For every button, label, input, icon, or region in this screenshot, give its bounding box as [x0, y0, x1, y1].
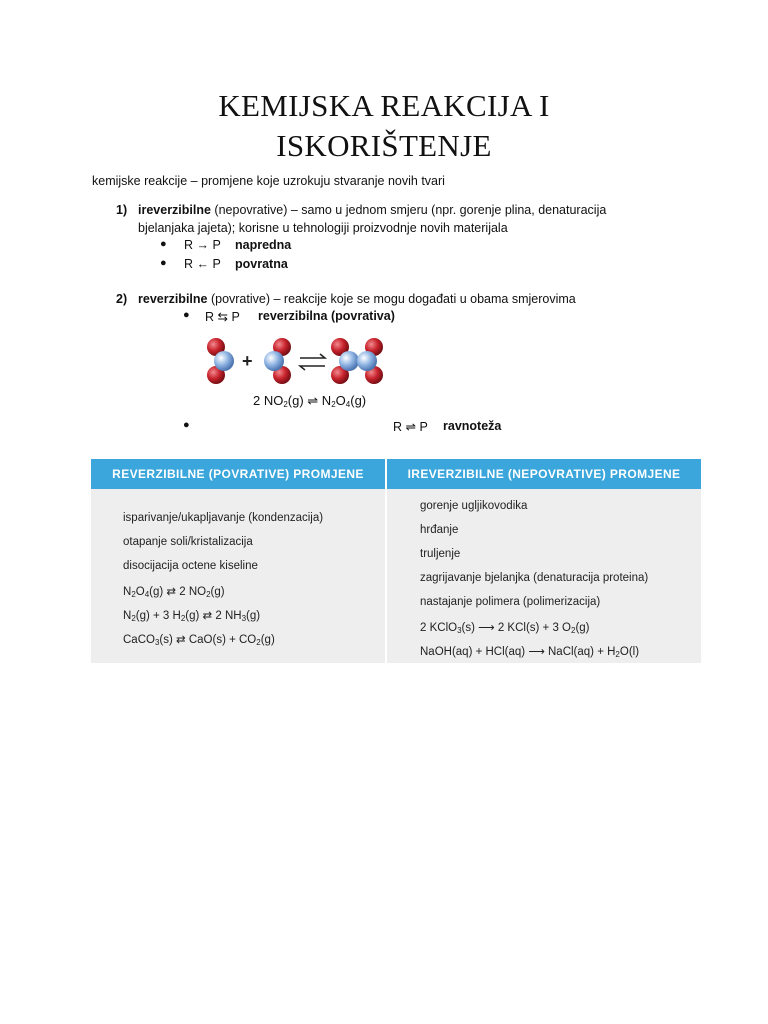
bullet-dot: ●	[160, 238, 167, 250]
reaction-forward: R → P	[184, 238, 221, 252]
no2-molecule-1	[207, 338, 234, 384]
table-cell: hrđanje	[420, 524, 459, 536]
column-divider	[385, 459, 387, 663]
equilibrium-arrows-icon	[300, 354, 325, 370]
item-1-text: (nepovrative) – samo u jednom smjeru (npr. gorenje plina, denaturacija	[210, 203, 607, 217]
table-cell: isparivanje/ukapljavanje (kondenzacija)	[123, 512, 324, 524]
label-napredna: napredna	[235, 238, 292, 252]
bullet-dot: ●	[183, 419, 190, 431]
reaction-reversible: R ⇆ P	[205, 310, 240, 324]
bullet-dot: ●	[183, 309, 190, 321]
title-line-1: KEMIJSKA REAKCIJA I	[218, 88, 550, 123]
item-2-bullet-reversible	[183, 309, 395, 365]
table-cell: zagrijavanje bjelanjka (denaturacija proteina)	[420, 572, 649, 584]
table-cell: $N_2(g) + 3$ $H_2(g)$ ⇄ 2 $NH_3(g)$	[123, 610, 261, 623]
svg-text:+: +	[242, 351, 253, 371]
item-1-number: 1)	[116, 203, 128, 217]
label-reverzibilna: reverzibilna (povrativa)	[258, 309, 395, 323]
table-cell: gorenje ugljikovodika	[420, 500, 528, 512]
item-2-term: reverzibilne	[138, 292, 208, 306]
item-1-text-line-2: bjelanjaka jajeta); korisne u tehnologiji proizvodnje novih materijala	[138, 221, 508, 235]
no2-dimerization-illustration	[200, 334, 390, 394]
changes-table	[91, 459, 701, 663]
bullet-dot: ●	[160, 257, 167, 269]
item-2-text: (povrative) – reakcije koje se mogu događati u obama smjerovima	[207, 292, 576, 306]
no2-molecule-2	[264, 338, 291, 384]
item-1-term: ireverzibilne	[138, 203, 211, 217]
table-cell: 2 KClO$_3$(s) ⟶ 2 KCl(s) + 3 $O_2(g)$	[420, 622, 590, 635]
table-cell: nastajanje polimera (polimerizacija)	[420, 596, 601, 608]
figure-equation: 2 $NO_2(g)$ ⇌ $N_2O_4(g)$	[253, 393, 367, 409]
page-title	[0, 86, 768, 166]
table-cell: CaCO$_3$(s) ⇄ $CaO(s) + CO_2(g)$	[123, 634, 275, 647]
label-povratna: povratna	[235, 257, 288, 271]
n2o4-molecule	[331, 338, 383, 384]
table-cell: truljenje	[420, 548, 461, 560]
label-ravnoteza: ravnoteža	[443, 419, 502, 433]
table-cell: NaOH(aq) + HCl(aq) ⟶ NaCl(aq) + $H_2O(l)$	[420, 646, 640, 659]
table-cell: $N_2O_4(g)$ ⇄ 2 $NO_2(g)$	[123, 586, 225, 599]
intro-text: kemijske reakcije – promjene koje uzrokuju stvaranje novih tvari	[92, 174, 445, 188]
header-reversible: REVERZIBILNE (POVRATIVE) PROMJENE	[91, 459, 385, 489]
header-irreversible: IREVERZIBILNE (NEPOVRATIVE) PROMJENE	[387, 459, 701, 489]
title-line-2: ISKORIŠTENJE	[276, 128, 492, 163]
table-cell: disocijacija octene kiseline	[123, 560, 258, 572]
item-2-number: 2)	[116, 292, 128, 306]
reaction-equilibrium: R ⇌ P	[393, 420, 428, 434]
reaction-reverse: R ← P	[184, 257, 221, 271]
table-cell: otapanje soli/kristalizacija	[123, 536, 253, 548]
